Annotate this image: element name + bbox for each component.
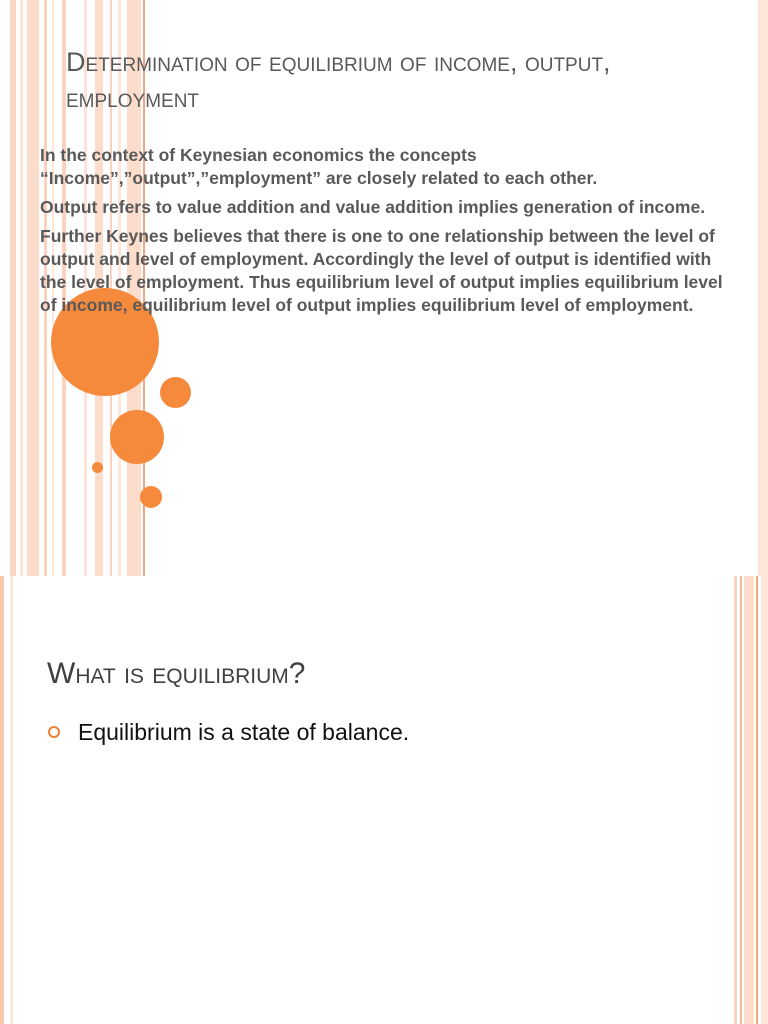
decorative-stripe: [761, 576, 768, 1024]
decorative-stripe: [10, 576, 13, 1024]
bullet-item: [48, 718, 409, 746]
body-paragraph: In the context of Keynesian economics the concepts “Income”,”output”,”employment” are closely related to each other.: [40, 145, 598, 188]
decorative-stripe: [0, 576, 4, 1024]
slide-2: [0, 576, 768, 1024]
decorative-stripe: [734, 576, 737, 1024]
decorative-stripe: [758, 0, 768, 576]
decorative-circle: [160, 377, 191, 408]
decorative-circle: [140, 486, 162, 508]
slide-body: [40, 144, 740, 323]
bullet-text: Equilibrium is a state of balance.: [78, 719, 410, 745]
decorative-circle: [92, 462, 103, 473]
slide-title: Determination of equilibrium of income, output, employment: [66, 47, 611, 113]
decorative-stripe: [740, 576, 742, 1024]
body-paragraph: Output refers to value addition and value addition implies generation of income.: [40, 197, 706, 217]
decorative-circle: [110, 410, 164, 464]
body-paragraph: Further Keynes believes that there is one to one relationship between the level of output and level of employment. Accordingly the level of output is identified with the level of employment. Thus equilibrium level of output implies equilibrium level of income, equilibrium level of output implies equilibrium level of employment.: [40, 226, 723, 315]
decorative-stripe: [10, 0, 16, 576]
decorative-stripe: [744, 576, 754, 1024]
slide-title: What is equilibrium?: [47, 657, 306, 690]
decorative-stripe: [756, 576, 758, 1024]
decorative-stripe: [27, 0, 39, 576]
circle-bullet-icon: [48, 726, 60, 738]
decorative-stripe: [20, 0, 23, 576]
